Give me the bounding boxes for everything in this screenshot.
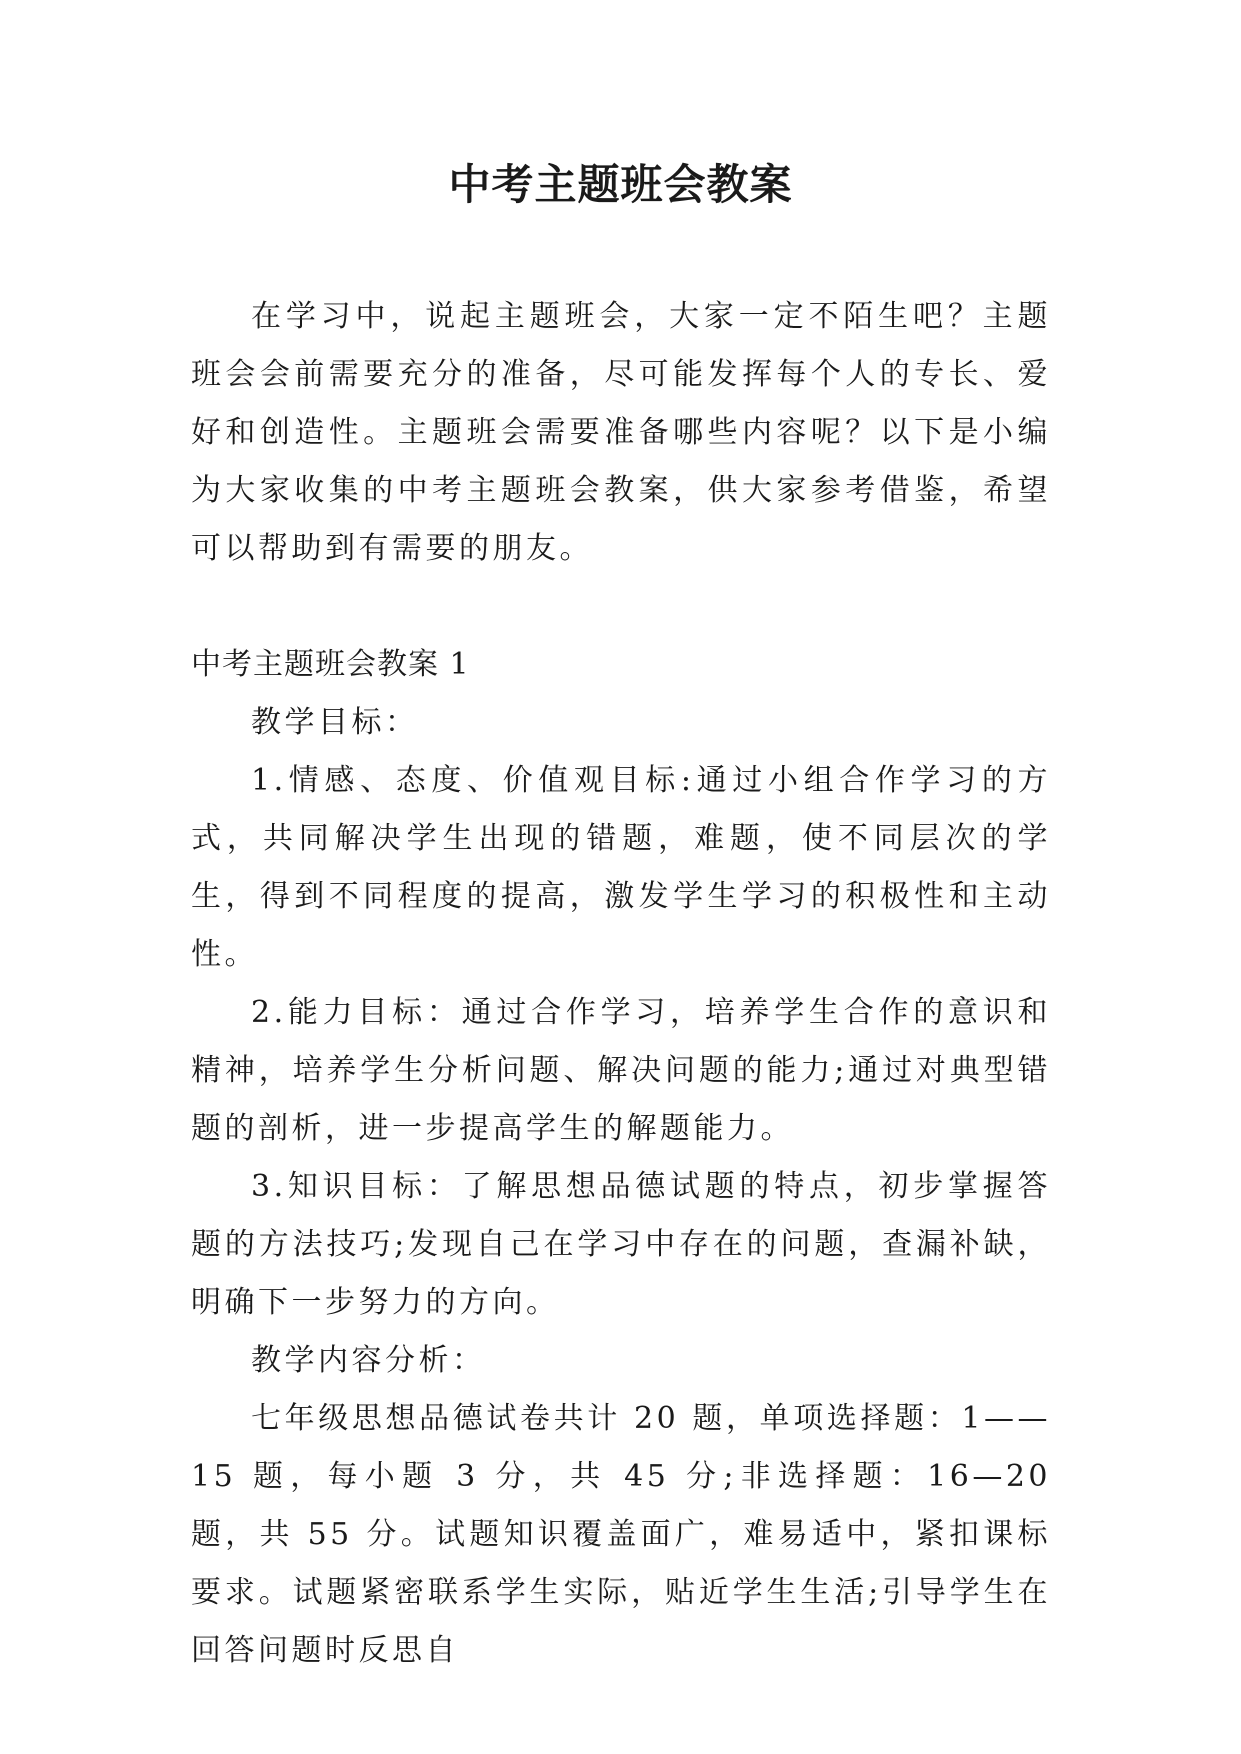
content-analysis-heading: 教学内容分析： (251, 1343, 486, 1378)
section-title: 中考主题班会教案 1 (191, 647, 470, 682)
document-body (191, 288, 1051, 1680)
teaching-goals-heading: 教学目标： (251, 705, 419, 740)
goal-paragraph-2: 2.能力目标：通过合作学习，培养学生合作的意识和精神，培养学生分析问题、解决问题的能力;通过对典型错题的剖析，进一步提高学生的解题能力。 (191, 995, 1051, 1146)
document-title: 中考主题班会教案 (448, 160, 793, 209)
goal-paragraph-1: 1.情感、态度、价值观目标:通过小组合作学习的方式，共同解决学生出现的错题，难题，使不同层次的学生，得到不同程度的提高，激发学生学习的积极性和主动性。 (191, 763, 1051, 972)
content-analysis-paragraph: 七年级思想品德试卷共计 20 题，单项选择题：1——15 题，每小题 3 分，共 45 分;非选择题：16—20 题，共 55 分。试题知识覆盖面广，难易适中，紧扣课标要求。试题紧密联系学生实际，贴近学生生活;引导学生在回答问题时反思自 (191, 1401, 1051, 1668)
goal-paragraph-3: 3.知识目标：了解思想品德试题的特点，初步掌握答题的方法技巧;发现自己在学习中存在的问题，查漏补缺，明确下一步努力的方向。 (191, 1169, 1051, 1320)
intro-paragraph: 在学习中，说起主题班会，大家一定不陌生吧？主题班会会前需要充分的准备，尽可能发挥每个人的专长、爱好和创造性。主题班会需要准备哪些内容呢？以下是小编为大家收集的中考主题班会教案，供大家参考借鉴，希望可以帮助到有需要的朋友。 (191, 299, 1051, 566)
